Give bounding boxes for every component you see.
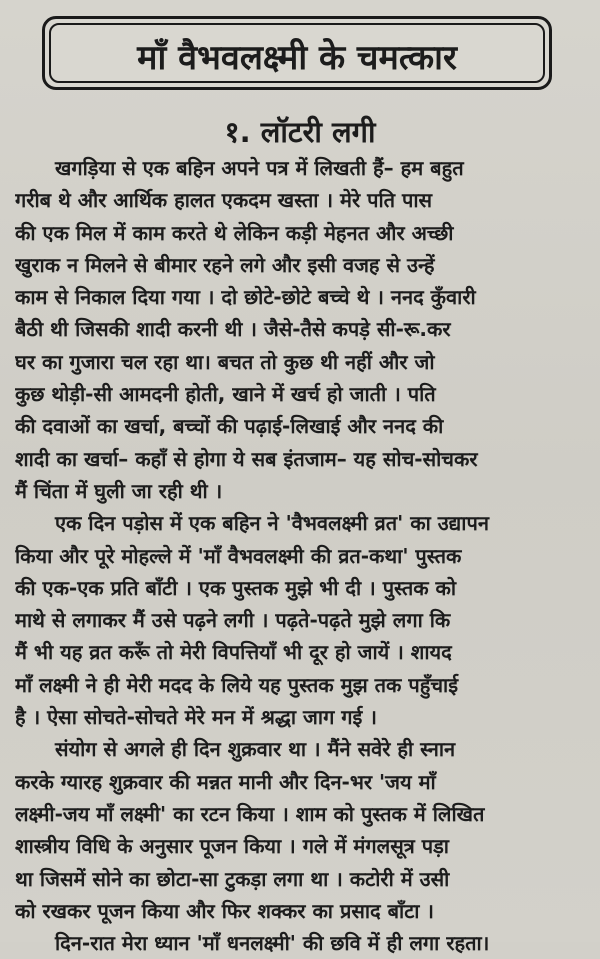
text-line: संयोग से अगले ही दिन शुक्रवार था । मैंने सवेरे ही स्नान: [55, 737, 456, 762]
article-body: [15, 152, 587, 959]
text-line: घर का गुजारा चल रहा था। बचत तो कुछ थी नहीं और जो: [15, 349, 435, 374]
text-line: खुराक न मिलने से बीमार रहने लगे और इसी वजह से उन्हें: [15, 252, 435, 277]
text-line: खगड़िया से एक बहिन अपने पत्र में लिखती हैं– हम बहुत: [55, 156, 464, 180]
story-heading: १. लॉटरी लगी: [224, 115, 376, 149]
text-line: मैं चिंता में घुली जा रही थी ।: [15, 478, 223, 503]
text-line: माँ लक्ष्मी ने ही मेरी मदद के लिये यह पुस्तक मुझ तक पहुँचाई: [15, 672, 459, 697]
text-line: की एक मिल में काम करते थे लेकिन कड़ी मेहनत और अच्छी: [15, 220, 454, 245]
text-line: बैठी थी जिसकी शादी करनी थी । जैसे-तैसे कपड़े सी-रू.कर: [15, 317, 451, 342]
text-line: करके ग्यारह शुक्रवार की मन्नत मानी और दिन-भर 'जय माँ: [15, 769, 436, 794]
text-line: की दवाओं का खर्चा, बच्चों की पढ़ाई-लिखाई और ननद की: [15, 414, 444, 439]
text-line: शादी का खर्चा– कहाँ से होगा ये सब इंतजाम– यह सोच-सोचकर: [15, 446, 478, 471]
text-line: है । ऐसा सोचते-सोचते मेरे मन में श्रद्धा जाग गई ।: [15, 705, 377, 730]
text-line: एक दिन पड़ोस में एक बहिन ने 'वैभवलक्ष्मी व्रत' का उद्यापन: [55, 511, 489, 536]
text-line: गरीब थे और आर्थिक हालत एकदम खस्ता । मेरे पति पास: [15, 188, 433, 213]
text-line: काम से निकाल दिया गया । दो छोटे-छोटे बच्चे थे । ननद कुँवारी: [15, 285, 476, 310]
text-line: किया और पूरे मोहल्ले में 'माँ वैभवलक्ष्मी की व्रत-कथा' पुस्तक: [15, 543, 462, 568]
text-line: कुछ थोड़ी-सी आमदनी होती, खाने में खर्च हो जाती । पति: [15, 382, 436, 407]
text-line: शास्त्रीय विधि के अनुसार पूजन किया । गले में मंगलसूत्र पड़ा: [15, 834, 449, 859]
text-line: लक्ष्मी-जय माँ लक्ष्मी' का रटन किया । शाम को पुस्तक में लिखित: [15, 801, 485, 826]
text-line: की एक-एक प्रति बाँटी । एक पुस्तक मुझे भी दी । पुस्तक को: [15, 575, 457, 600]
text-line: माथे से लगाकर मैं उसे पढ़ने लगी । पढ़ते-पढ़ते मुझे लगा कि: [15, 608, 451, 633]
text-line: दिन-रात मेरा ध्यान 'माँ धनलक्ष्मी' की छवि में ही लगा रहता।: [55, 931, 490, 956]
page-title: माँ वैभवलक्ष्मी के चमत्कार: [137, 38, 457, 78]
text-line: को रखकर पूजन किया और फिर शक्कर का प्रसाद बाँटा ।: [15, 898, 435, 923]
text-line: मैं भी यह व्रत करूँ तो मेरी विपत्तियाँ भी दूर हो जायें । शायद: [15, 640, 452, 665]
title-frame: [42, 16, 552, 90]
text-line: था जिसमें सोने का छोटा-सा टुकड़ा लगा था । कटोरी में उसी: [15, 866, 450, 891]
